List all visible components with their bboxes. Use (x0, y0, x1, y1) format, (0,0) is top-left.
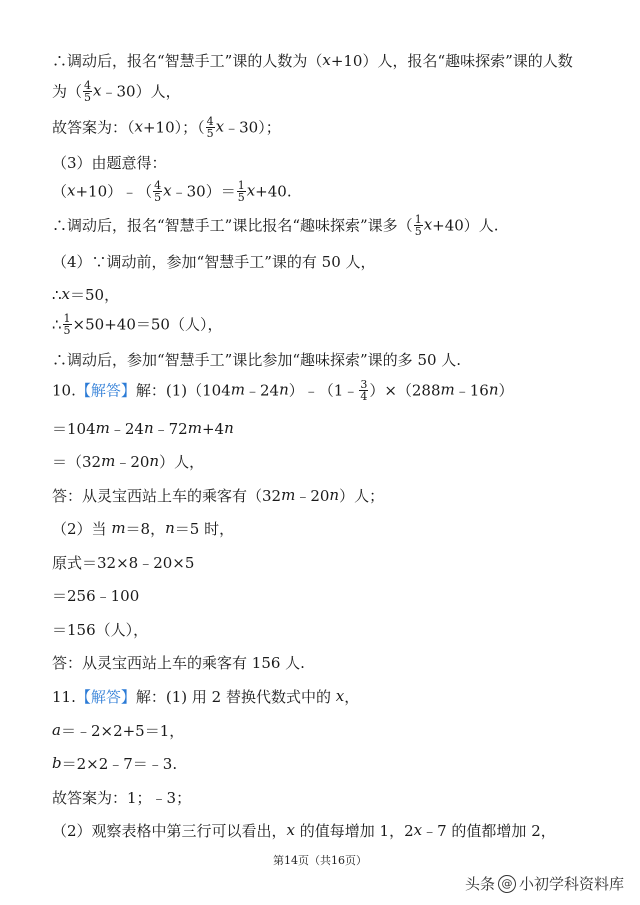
line-16: 原式＝32×8﹣20×5 (52, 554, 195, 572)
line-8: ∴x＝50， (52, 285, 120, 304)
line-12: ＝104m﹣24n﹣72m+4n (52, 419, 234, 438)
line-4: （3）由题意得： (52, 154, 167, 172)
source-watermark (465, 873, 624, 894)
answer-tag: 【解答】 (75, 381, 136, 400)
line-3: 故答案为：（x+10）；（ $\frac{4}{5}$ x﹣30）； (52, 115, 281, 140)
line-2: 为（ $\frac{4}{5}$ x﹣30）人， (52, 79, 181, 104)
page-footer: 第14页（共16页） (273, 854, 367, 867)
line-21: a＝﹣2×2+5＝1， (52, 721, 185, 740)
watermark-name: 小初学科资料库 (518, 875, 624, 893)
line-23: 故答案为：1；﹣3； (52, 789, 192, 807)
line-13: ＝（32m﹣20n）人， (52, 452, 205, 471)
fraction: $\frac{1}{5}$ (237, 179, 245, 204)
fraction: $\frac{4}{5}$ (84, 79, 92, 104)
line-15: （2）当 m＝8，n＝5 时， (52, 519, 235, 538)
line-22: b＝2×2﹣7＝﹣3. (52, 754, 178, 773)
line-20: 11.【解答】解：(1) 用 2 替换代数式中的 x， (52, 687, 360, 706)
line-19: 答：从灵宝西站上车的乘客有 156 人. (52, 654, 305, 672)
fraction: $\frac{1}{5}$ (414, 213, 422, 238)
line-9: ∴ $\frac{1}{5}$ ×50+40＝50（人）， (52, 312, 223, 337)
line-7: （4）∵调动前，参加“智慧手工”课的有 50 人， (52, 253, 376, 271)
line-17: ＝256﹣100 (52, 587, 140, 605)
fraction: $\frac{4}{5}$ (154, 179, 162, 204)
answer-tag: 【解答】 (75, 688, 136, 706)
line-24: （2）观察表格中第三行可以看出，x 的值每增加 1，2x﹣7 的值都增加 2， (52, 821, 556, 840)
line-1: ∴调动后，报名“智慧手工”课的人数为（x+10）人，报名“趣味探索”课的人数 (52, 51, 573, 70)
watermark-prefix: 头条 (464, 875, 495, 893)
line-6: ∴调动后，报名“智慧手工”课比报名“趣味探索”课多（ $\frac{1}{5}$ x+40）人. (52, 213, 499, 238)
line-10: ∴调动后，参加“智慧手工”课比参加“趣味探索”课的多 50 人. (52, 351, 462, 369)
line-11: 10.【解答】解：(1)（104m﹣24n）﹣（1﹣ $\frac{3}{4}$ ）×（288m﹣16n） (52, 378, 514, 403)
at-sign-icon: @ (498, 875, 516, 893)
line-5: （x+10）﹣（ $\frac{4}{5}$ x﹣30）＝ $\frac{1}{5}$ x+40. (52, 179, 292, 204)
line-18: ＝156（人）， (52, 621, 149, 639)
fraction: $\frac{1}{5}$ (63, 312, 71, 337)
fraction: $\frac{4}{5}$ (206, 115, 214, 140)
fraction: $\frac{3}{4}$ (360, 378, 368, 403)
line-14: 答：从灵宝西站上车的乘客有（32m﹣20n）人； (52, 486, 385, 505)
